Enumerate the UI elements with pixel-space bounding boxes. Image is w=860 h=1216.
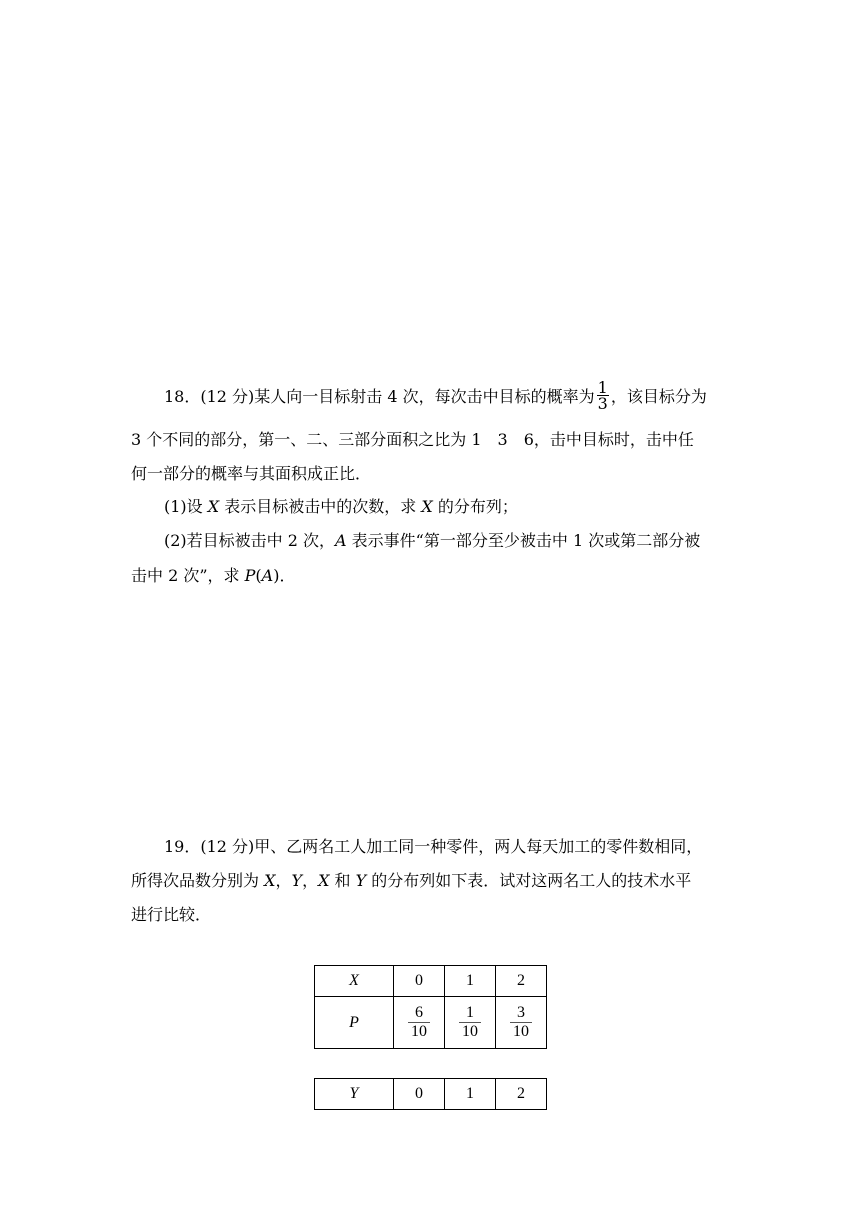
fraction-numerator: 3 xyxy=(510,1004,532,1023)
q19-line-3: 进行比较． xyxy=(131,905,212,924)
q19-text: 的分布列如下表．试对这两名工人的技术水平 xyxy=(366,871,692,890)
paren: ( xyxy=(255,566,262,585)
q19-text: 所得次品数分别为 xyxy=(131,871,265,890)
q18-part-2-text: (2)若目标被击中 2 次， xyxy=(164,531,336,550)
q18-part-2-text: 击中 2 次”，求 xyxy=(131,566,245,585)
probability-fraction xyxy=(510,1004,532,1041)
q19-line-1: 19．(12 分)甲、乙两名工人加工同一种零件，两人每天加工的零件数相同， xyxy=(164,837,703,856)
table-header-p xyxy=(315,997,394,1049)
q18-line-3: 何一部分的概率与其面积成正比． xyxy=(131,464,372,483)
fraction-numerator: 1 xyxy=(597,378,608,397)
table-cell xyxy=(445,997,496,1049)
table-header-x xyxy=(315,966,394,997)
q18-line-1 xyxy=(164,378,707,413)
table-cell: 2 xyxy=(496,966,547,997)
q18-text: ，该目标分为 xyxy=(610,387,707,406)
table-cell: 1 xyxy=(445,966,496,997)
probability-p: P xyxy=(349,1013,359,1031)
probability-fraction xyxy=(597,380,609,411)
variable-x: X xyxy=(421,497,433,516)
distribution-table-x xyxy=(314,965,547,1049)
q19-text: 和 xyxy=(329,871,356,890)
variable-x: X xyxy=(207,497,220,516)
probability-p: P xyxy=(244,566,256,585)
table-row xyxy=(315,1079,547,1110)
table-cell: 0 xyxy=(394,966,445,997)
event-a: A xyxy=(335,531,347,550)
q18-part-1-text: (1)设 xyxy=(164,497,208,516)
q18-line-2: 3 个不同的部分，第一、二、三部分面积之比为 1 3 6，击中目标时，击中任 xyxy=(131,430,694,449)
fraction-denominator: 10 xyxy=(411,1023,427,1040)
table-cell: 0 xyxy=(394,1079,445,1110)
variable-y: Y xyxy=(291,871,303,890)
table-row xyxy=(315,997,547,1049)
variable-x: X xyxy=(349,972,359,989)
table-cell xyxy=(496,997,547,1049)
table-row xyxy=(315,966,547,997)
fraction-denominator: 3 xyxy=(597,394,608,413)
event-a: A xyxy=(261,566,274,585)
probability-fraction xyxy=(408,1004,430,1041)
fraction-numerator: 1 xyxy=(459,1004,481,1023)
variable-x: X xyxy=(318,871,330,890)
table-cell: 1 xyxy=(445,1079,496,1110)
q19-text: ， xyxy=(302,871,319,890)
q19-line-2 xyxy=(131,871,691,891)
q18-part-1-text: 的分布列； xyxy=(432,497,518,516)
fraction-numerator: 6 xyxy=(408,1004,430,1023)
variable-y: Y xyxy=(355,871,367,890)
q18-part-1 xyxy=(164,497,518,517)
distribution-table-y xyxy=(314,1078,547,1110)
table-cell: 2 xyxy=(496,1079,547,1110)
fraction-denominator: 10 xyxy=(462,1023,478,1040)
table-header-y xyxy=(315,1079,394,1110)
q18-part-2 xyxy=(164,531,700,551)
fraction-denominator: 10 xyxy=(513,1023,529,1040)
table-cell xyxy=(394,997,445,1049)
variable-y: Y xyxy=(349,1085,359,1102)
q18-part-2-text: )． xyxy=(273,566,296,585)
variable-x: X xyxy=(264,871,276,890)
q18-text: 18．(12 分)某人向一目标射击 4 次，每次击中目标的概率为 xyxy=(164,387,595,406)
q18-part-2-text: 表示事件“第一部分至少被击中 1 次或第二部分被 xyxy=(346,531,701,550)
q18-part-1-text: 表示目标被击中的次数，求 xyxy=(219,497,422,516)
q18-part-2-cont xyxy=(131,566,295,586)
probability-fraction xyxy=(459,1004,481,1041)
q19-text: ， xyxy=(275,871,292,890)
